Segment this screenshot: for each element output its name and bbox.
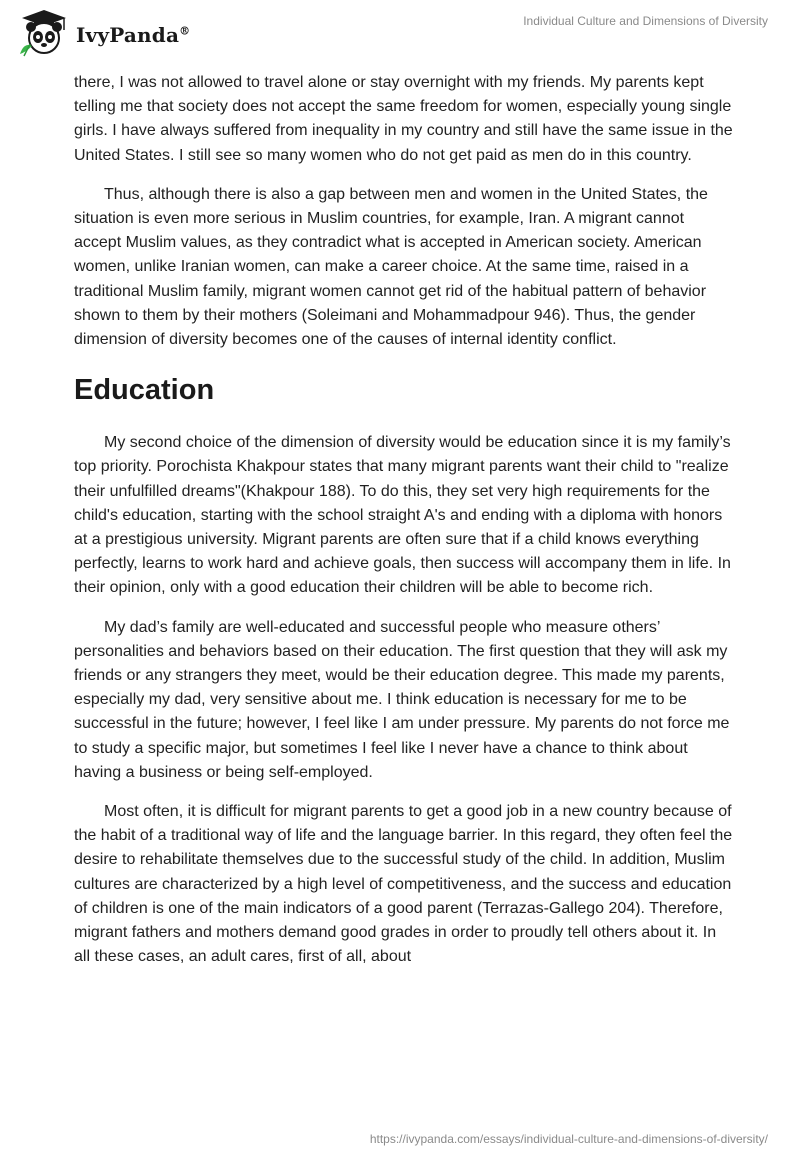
registered-mark: ®: [179, 24, 191, 38]
paragraph: Most often, it is difficult for migrant parents to get a good job in a new country because of the habit of a traditional way of life and the language barrier. In this regard, they often feel the desire to rehabilitate themselves due to the successful study of the child. In addition, Muslim cultures are characterized by a high level of competitiveness, and the success and education of children is one of the main indicators of a good parent (Terrazas-Gallego 204). Therefore, migrant fathers and mothers demand good grades in order to proudly tell others about it. In all these cases, an adult cares, first of all, about: [74, 803, 733, 966]
source-url[interactable]: https://ivypanda.com/essays/individual-culture-and-dimensions-of-diversity/: [369, 1132, 768, 1146]
section-heading-education: Education: [74, 374, 215, 407]
page-header: [0, 0, 800, 70]
document-title: Individual Culture and Dimensions of Diversity: [523, 14, 768, 28]
essay-body: [74, 71, 734, 985]
paragraph: My dad’s family are well-educated and successful people who measure others’ personalities and behaviors based on their education. The first question that they will ask my friends or any strangers they meet, would be their education degree. This made my parents, especially my dad, very sensitive about me. I think education is necessary for me to be successful in the future; however, I feel like I am under pressure. My parents do not force me to study a specific major, but sometimes I feel like I never have a chance to think about having a business or being self-employed.: [74, 618, 730, 781]
paragraph: My second choice of the dimension of diversity would be education since it is my family’s top priority. Porochista Khakpour states that many migrant parents want their child to "realize their unfulfilled dreams"(Khakpour 188). To do this, they set very high requirements for the child's education, starting with the school straight A's and ending with a diploma with honors at a prestigious university. Migrant parents are often sure that if a child knows everything perfectly, learns to work hard and achieve goals, then success will accompany them in life. In their opinion, only with a good education their children will be able to become rich.: [74, 434, 731, 597]
paragraph: Thus, although there is also a gap between men and women in the United States, the situation is even more serious in Muslim countries, for example, Iran. A migrant cannot accept Muslim values, as they contradict what is accepted in American society. American women, unlike Iranian women, can make a career choice. At the same time, raised in a traditional Muslim family, migrant women cannot get rid of the habitual pattern of behavior shown to them by their mothers (Soleimani and Mohammadpour 946). Thus, the gender dimension of diversity becomes one of the causes of internal identity conflict.: [74, 185, 708, 349]
paragraph: there, I was not allowed to travel alone or stay overnight with my friends. My parents kept telling me that society does not accept the same freedom for women, especially young single girls. I have always suffered from inequality in my country and still have the same issue in the United States. I still see so many women who do not get paid as men do in this country.: [74, 74, 733, 164]
ivypanda-logo[interactable]: [14, 8, 190, 58]
brand-name: [76, 23, 190, 47]
brand-label: IvyPanda: [76, 23, 180, 47]
panda-mascot-icon: [14, 8, 70, 58]
